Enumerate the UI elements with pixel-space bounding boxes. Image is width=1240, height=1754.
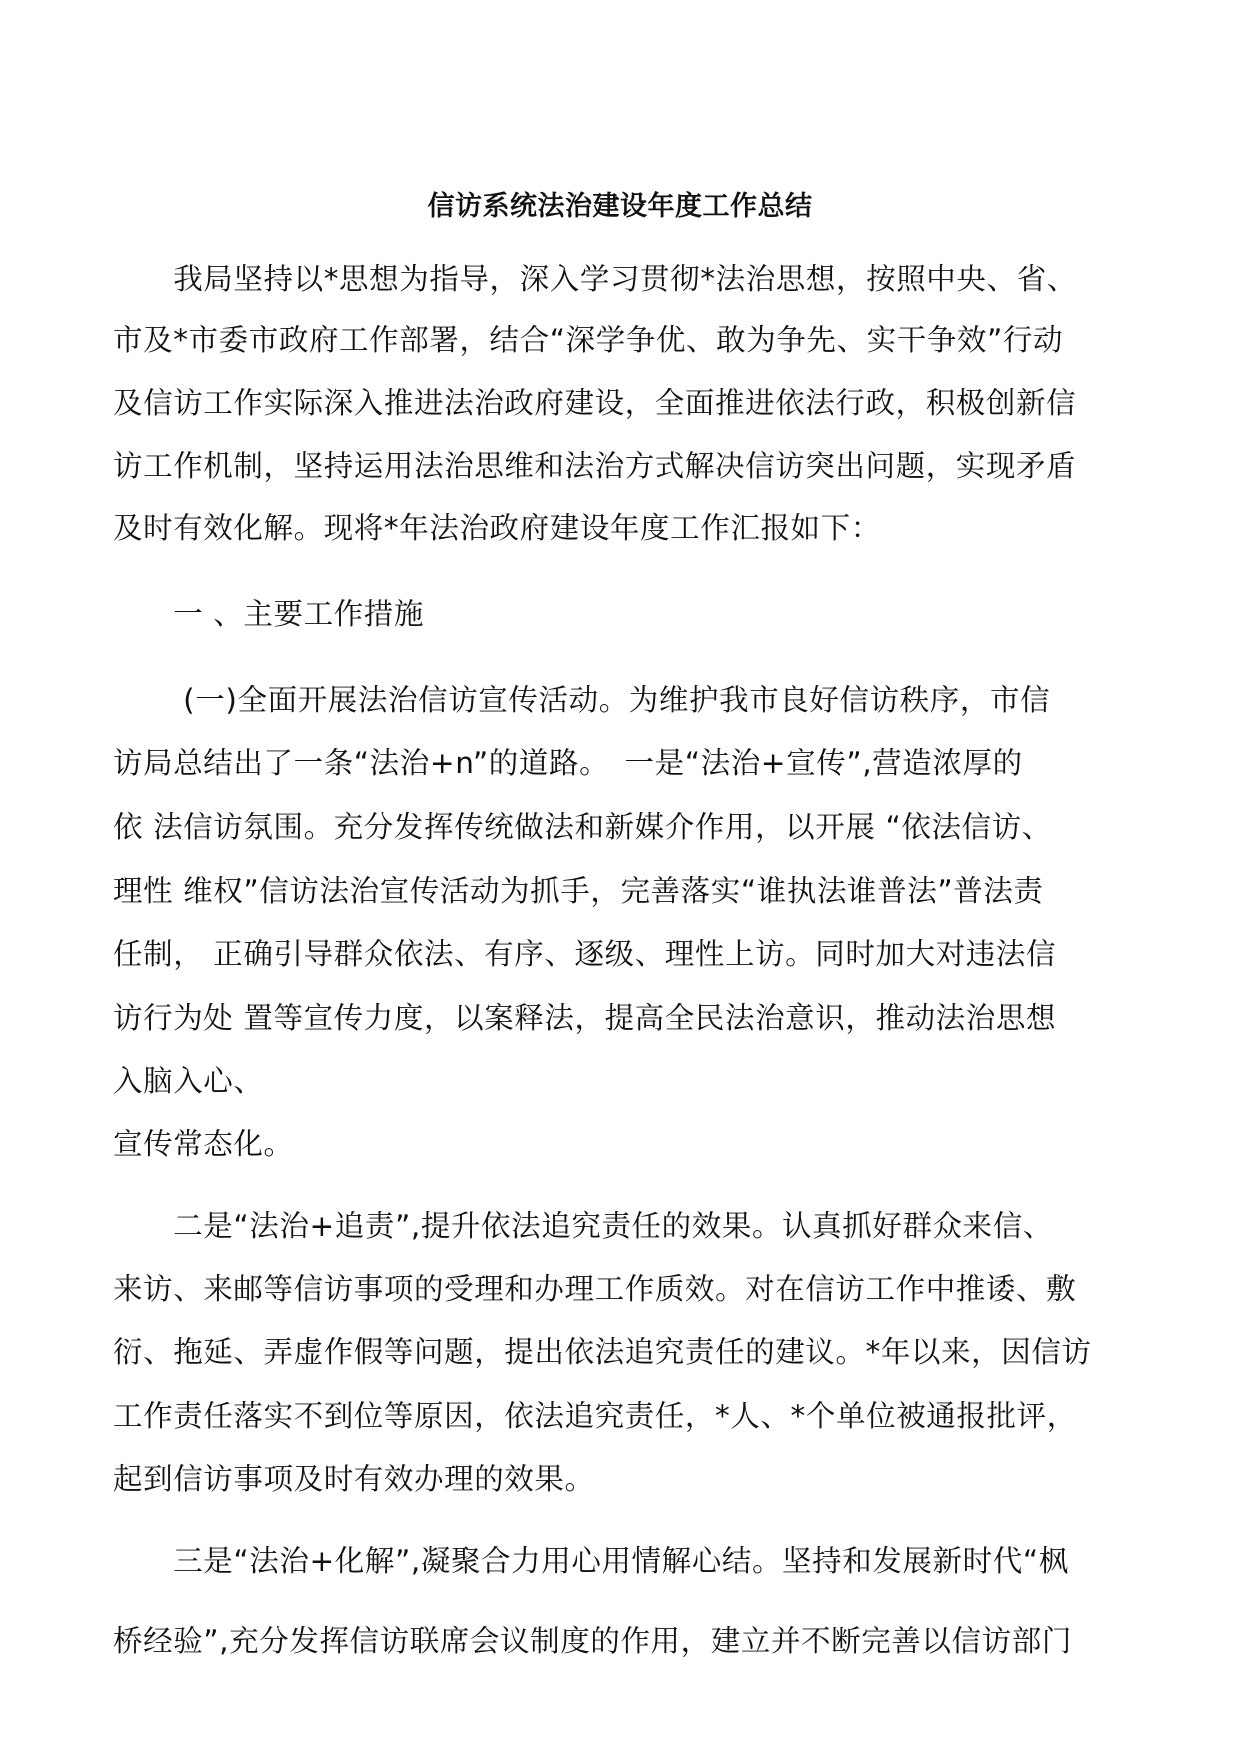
- body-line: 访局总结出了一条“法治+n”的道路。 一是“法治+宣传”,营造浓厚的: [113, 746, 1023, 780]
- body-line: 及时有效化解。现将*年法治政府建设年度工作汇报如下：: [113, 511, 881, 545]
- document-title: 信访系统法治建设年度工作总结: [427, 191, 813, 222]
- body-line: 访工作机制，坚持运用法治思维和法治方式解决信访突出问题，实现矛盾: [113, 449, 1077, 483]
- body-line: 入脑入心、: [113, 1064, 264, 1098]
- body-line: 我局坚持以*思想为指导，深入学习贯彻*法治思想，按照中央、省、: [113, 262, 1077, 296]
- body-line: 及信访工作实际深入推进法治政府建设，全面推进依法行政，积极创新信: [113, 386, 1077, 420]
- body-line: 访行为处 置等宣传力度，以案释法，提高全民法治意识，推动法治思想: [113, 1001, 1057, 1035]
- body-line: 二是“法治+追责”,提升依法追究责任的效果。认真抓好群众来信、: [113, 1209, 1053, 1243]
- section-heading: 一 、主要工作措施: [113, 597, 424, 631]
- body-line: 市及*市委市政府工作部署，结合“深学争优、敢为争先、实干争效”行动: [113, 323, 1064, 357]
- body-line: 工作责任落实不到位等原因，依法追究责任，*人、*个单位被通报批评，: [113, 1399, 1077, 1433]
- body-line: 衍、拖延、弄虚作假等问题，提出依法追究责任的建议。*年以来，因信访: [113, 1335, 1092, 1369]
- body-line: 三是“法治+化解”,凝聚合力用心用情解心结。坚持和发展新时代“枫: [113, 1544, 1069, 1578]
- body-line: 来访、来邮等信访事项的受理和办理工作质效。对在信访工作中推诿、敷: [113, 1272, 1077, 1306]
- body-line: (一)全面开展法治信访宣传活动。为维护我市良好信访秩序，市信: [113, 683, 1051, 717]
- body-line: 宣传常态化。: [113, 1127, 294, 1161]
- body-line: 桥经验”,充分发挥信访联席会议制度的作用，建立并不断完善以信访部门: [113, 1624, 1072, 1658]
- body-line: 起到信访事项及时有效办理的效果。: [113, 1462, 595, 1496]
- body-line: 理性 维权”信访法治宣传活动为抓手，完善落实“谁执法谁普法”普法责: [113, 874, 1044, 908]
- body-line: 依 法信访氛围。充分发挥传统做法和新媒介作用，以开展 “依法信访、: [113, 810, 1052, 844]
- body-line: 任制， 正确引导群众依法、有序、逐级、理性上访。同时加大对违法信: [113, 937, 1057, 971]
